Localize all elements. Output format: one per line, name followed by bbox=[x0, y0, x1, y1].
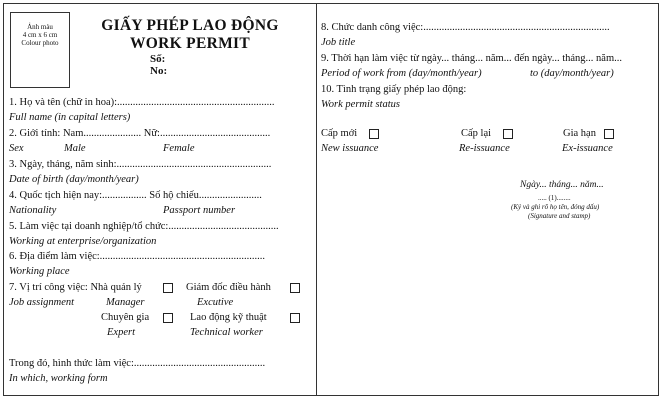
field-status: 10. Tình trạng giấy phép lao động: bbox=[321, 84, 467, 95]
label-re-issuance-en: Re-issuance bbox=[459, 143, 510, 154]
label-extension-en: Ex-issuance bbox=[562, 143, 613, 154]
label-manager-en: Manager bbox=[106, 297, 145, 308]
checkbox-executive[interactable] bbox=[290, 283, 300, 293]
field-dob-en: Date of birth (day/month/year) bbox=[9, 174, 139, 185]
field-period-en: Period of work from (day/month/year) bbox=[321, 68, 482, 79]
field-full-name: 1. Họ và tên (chữ in hoa):............................................................ bbox=[9, 97, 275, 108]
label-expert: Chuyên gia bbox=[101, 312, 150, 323]
signature-date: Ngày... tháng... năm... bbox=[520, 180, 604, 190]
label-expert-en: Expert bbox=[107, 327, 135, 338]
column-divider bbox=[316, 3, 317, 396]
field-full-name-en: Full name (in capital letters) bbox=[9, 112, 131, 123]
label-new-issuance-en: New issuance bbox=[321, 143, 379, 154]
signature-number: ..... (1)........ bbox=[538, 194, 571, 202]
field-sex-en: Sex bbox=[9, 143, 24, 154]
field-working-place: 6. Địa điểm làm việc:............................................................... bbox=[9, 251, 266, 262]
signature-instruction-vi: (Ký và ghi rõ họ tên, đóng dấu) bbox=[511, 203, 600, 211]
label-job-assignment-en: Job assignment bbox=[9, 297, 75, 308]
checkbox-expert[interactable] bbox=[163, 313, 173, 323]
field-nationality-en: Nationality bbox=[9, 205, 57, 216]
label-technical: Lao động kỹ thuật bbox=[190, 312, 267, 323]
field-job-title-en: Job title bbox=[321, 37, 356, 48]
field-sex: 2. Giới tính: Nam...................... Nữ:.......................................... bbox=[9, 128, 271, 139]
checkbox-new-issuance[interactable] bbox=[369, 129, 379, 139]
label-executive-en: Excutive bbox=[197, 297, 234, 308]
checkbox-re-issuance[interactable] bbox=[503, 129, 513, 139]
checkbox-technical[interactable] bbox=[290, 313, 300, 323]
field-status-en: Work permit status bbox=[321, 99, 400, 110]
field-job-assignment: 7. Vị trí công việc: Nhà quản lý bbox=[9, 282, 142, 293]
field-enterprise: 5. Làm việc tại doanh nghiệp/tổ chức:.......................................... bbox=[9, 221, 279, 232]
number-label-vi: Số: bbox=[150, 53, 166, 65]
field-male-en: Male bbox=[64, 143, 86, 154]
number-label-en: No: bbox=[150, 65, 168, 77]
field-working-form-en: In which, working form bbox=[9, 373, 108, 384]
title-english: WORK PERMIT bbox=[130, 35, 250, 52]
field-working-place-en: Working place bbox=[9, 266, 70, 277]
field-nationality: 4. Quốc tịch hiện nay:................. Số hộ chiếu........................ bbox=[9, 190, 262, 201]
checkbox-extension[interactable] bbox=[604, 129, 614, 139]
checkbox-manager[interactable] bbox=[163, 283, 173, 293]
field-passport-en: Passport number bbox=[163, 205, 236, 216]
photo-label-vi: Ảnh màu bbox=[27, 23, 53, 31]
label-executive: Giám đốc điều hành bbox=[186, 282, 271, 293]
field-job-title: 8. Chức danh công việc:....................................................................... bbox=[321, 22, 610, 33]
photo-label-en: Colour photo bbox=[21, 39, 59, 47]
field-enterprise-en: Working at enterprise/organization bbox=[9, 236, 157, 247]
field-dob: 3. Ngày, tháng, năm sinh:........................................................... bbox=[9, 159, 272, 170]
field-period: 9. Thời hạn làm việc từ ngày... tháng... năm... đến ngày... tháng... năm... bbox=[321, 53, 622, 64]
photo-placeholder bbox=[10, 12, 70, 88]
photo-size: 4 cm x 6 cm bbox=[22, 31, 58, 39]
label-new-issuance: Cấp mới bbox=[321, 128, 358, 139]
field-female-en: Female bbox=[163, 143, 195, 154]
field-period-to-en: to (day/month/year) bbox=[530, 68, 614, 79]
label-extension: Gia hạn bbox=[563, 128, 596, 139]
label-re-issuance: Cấp lại bbox=[461, 128, 492, 139]
field-working-form: Trong đó, hình thức làm việc:.................................................. bbox=[9, 358, 266, 369]
label-technical-en: Technical worker bbox=[190, 327, 263, 338]
title-vietnamese: GIẤY PHÉP LAO ĐỘNG bbox=[101, 17, 279, 34]
signature-instruction-en: (Signature and stamp) bbox=[528, 212, 591, 220]
